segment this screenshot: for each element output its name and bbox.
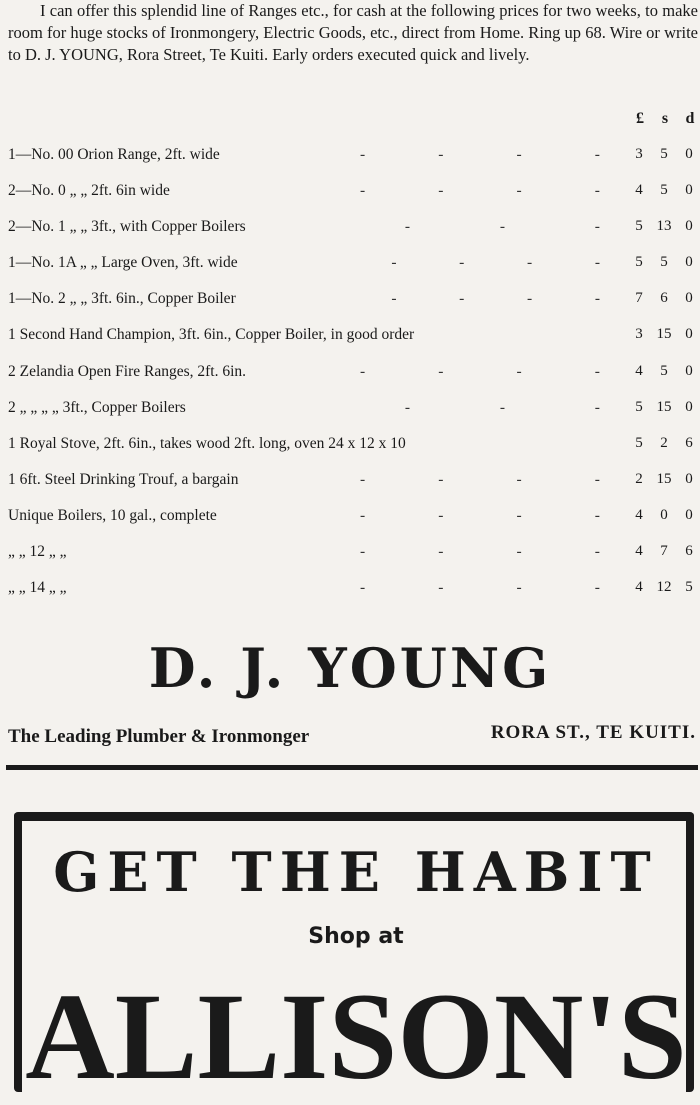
item-price (628, 435, 700, 452)
price-shillings: 15 (656, 398, 672, 415)
item-description: „ „ 12 „ „ (8, 543, 67, 561)
advert-shop-at: Shop at (308, 924, 404, 949)
pence-header: d (685, 110, 695, 127)
item-price (628, 218, 700, 235)
item-price (628, 507, 700, 524)
item-description: 2—No. 0 „ „ 2ft. 6in wide (8, 182, 170, 200)
price-pence: 0 (685, 290, 693, 307)
price-pounds: 5 (635, 434, 643, 451)
item-description: 1 Royal Stove, 2ft. 6in., takes wood 2ft. long, oven 24 x 12 x 10 (8, 434, 406, 452)
price-shillings: 12 (656, 579, 672, 596)
price-pence: 0 (685, 362, 693, 379)
price-pounds: 4 (635, 543, 643, 560)
item-description: Unique Boilers, 10 gal., complete (8, 506, 217, 524)
price-pence: 0 (685, 254, 693, 271)
price-pence: 0 (685, 470, 693, 487)
price-pounds: 3 (635, 326, 643, 343)
price-row (0, 429, 700, 465)
price-shillings: 7 (660, 543, 668, 560)
item-description: 2 „ „ „ „ 3ft., Copper Boilers (8, 398, 186, 416)
leader-dashes: - - - - (360, 543, 600, 561)
item-price (628, 254, 700, 271)
price-pence: 0 (685, 182, 693, 199)
price-row (0, 537, 700, 573)
item-description: 2—No. 1 „ „ 3ft., with Copper Boilers (8, 218, 246, 236)
leader-dashes: - - - - (391, 254, 600, 272)
price-pounds: 7 (635, 290, 643, 307)
divider (6, 765, 698, 770)
price-shillings: 15 (656, 470, 672, 487)
intro-paragraph: I can offer this splendid line of Ranges etc., for cash at the following prices for two weeks, to make room for huge stocks of Ironmongery, Electric Goods, etc., direct from Home. Ring up 68. Wire or write to D. J. YOUNG, Rora Street, Te Kuiti. Early orders executed quick and lively. (8, 1, 698, 64)
leader-dashes: - - - - (360, 146, 600, 163)
leader-dashes: - - - - (360, 470, 600, 488)
price-pounds: 4 (635, 182, 643, 199)
item-description: 1 Second Hand Champion, 3ft. 6in., Copper Boiler, in good order (8, 326, 415, 344)
leader-dashes: - - - - (360, 579, 600, 597)
item-price (628, 363, 700, 380)
leader-dashes: - - - (404, 218, 600, 236)
item-price (628, 399, 700, 416)
price-shillings: 5 (660, 146, 668, 162)
price-row (0, 357, 700, 393)
price-pence: 5 (685, 579, 693, 596)
price-row (0, 320, 700, 356)
shillings-header: s (661, 110, 669, 127)
price-row (0, 465, 700, 501)
price-pounds: 3 (635, 146, 643, 162)
price-row (0, 140, 700, 176)
price-row (0, 501, 700, 537)
item-description: 1—No. 1A „ „ Large Oven, 3ft. wide (8, 254, 238, 272)
price-shillings: 5 (660, 362, 668, 379)
price-pence: 6 (685, 434, 693, 451)
pounds-header: £ (636, 110, 644, 127)
item-description: 1—No. 2 „ „ 3ft. 6in., Copper Boiler (8, 290, 236, 308)
price-pence: 0 (685, 326, 693, 343)
price-shillings: 6 (660, 290, 668, 307)
item-price (628, 326, 700, 343)
currency-header (630, 110, 700, 128)
price-list (0, 140, 700, 609)
price-pounds: 4 (635, 506, 643, 523)
item-description: 2 Zelandia Open Fire Ranges, 2ft. 6in. (8, 362, 247, 380)
leader-dashes: - - - - (391, 290, 600, 308)
price-pence: 0 (685, 218, 693, 235)
price-shillings: 5 (660, 182, 668, 199)
price-pence: 0 (685, 506, 693, 523)
advert-headline: GET THE HABIT (53, 840, 659, 904)
price-shillings: 15 (656, 326, 672, 343)
item-description: 1 6ft. Steel Drinking Trouf, a bargain (8, 470, 239, 488)
price-row (0, 248, 700, 284)
item-price (628, 182, 700, 199)
tagline: The Leading Plumber & Ironmonger (8, 726, 310, 747)
item-price (628, 543, 700, 560)
item-price (628, 579, 700, 596)
price-pounds: 4 (635, 362, 643, 379)
price-row (0, 284, 700, 320)
price-pounds: 5 (635, 218, 643, 235)
price-shillings: 0 (660, 506, 668, 523)
price-pounds: 2 (635, 470, 643, 487)
price-shillings: 5 (660, 254, 668, 271)
price-pence: 0 (685, 146, 693, 162)
price-row (0, 573, 700, 609)
price-pence: 0 (685, 398, 693, 415)
price-pence: 6 (685, 543, 693, 560)
address: RORA ST., TE KUITI. (490, 722, 696, 743)
leader-dashes: - - - - (360, 362, 600, 380)
price-row (0, 212, 700, 248)
price-shillings: 13 (656, 218, 672, 235)
price-shillings: 2 (660, 434, 668, 451)
item-description: „ „ 14 „ „ (8, 579, 67, 597)
item-price (628, 471, 700, 488)
advert-store-name: ALLISON'S (25, 968, 687, 1105)
leader-dashes: - - - (404, 398, 600, 416)
leader-dashes: - - - - (360, 182, 600, 200)
item-description: 1—No. 00 Orion Range, 2ft. wide (8, 146, 220, 163)
price-pounds: 4 (635, 579, 643, 596)
item-price (628, 290, 700, 307)
price-row (0, 393, 700, 429)
price-pounds: 5 (635, 398, 643, 415)
item-price (628, 146, 700, 163)
leader-dashes: - - - - (360, 506, 600, 524)
brand-name: D. J. YOUNG (148, 636, 552, 700)
price-row (0, 176, 700, 212)
price-pounds: 5 (635, 254, 643, 271)
